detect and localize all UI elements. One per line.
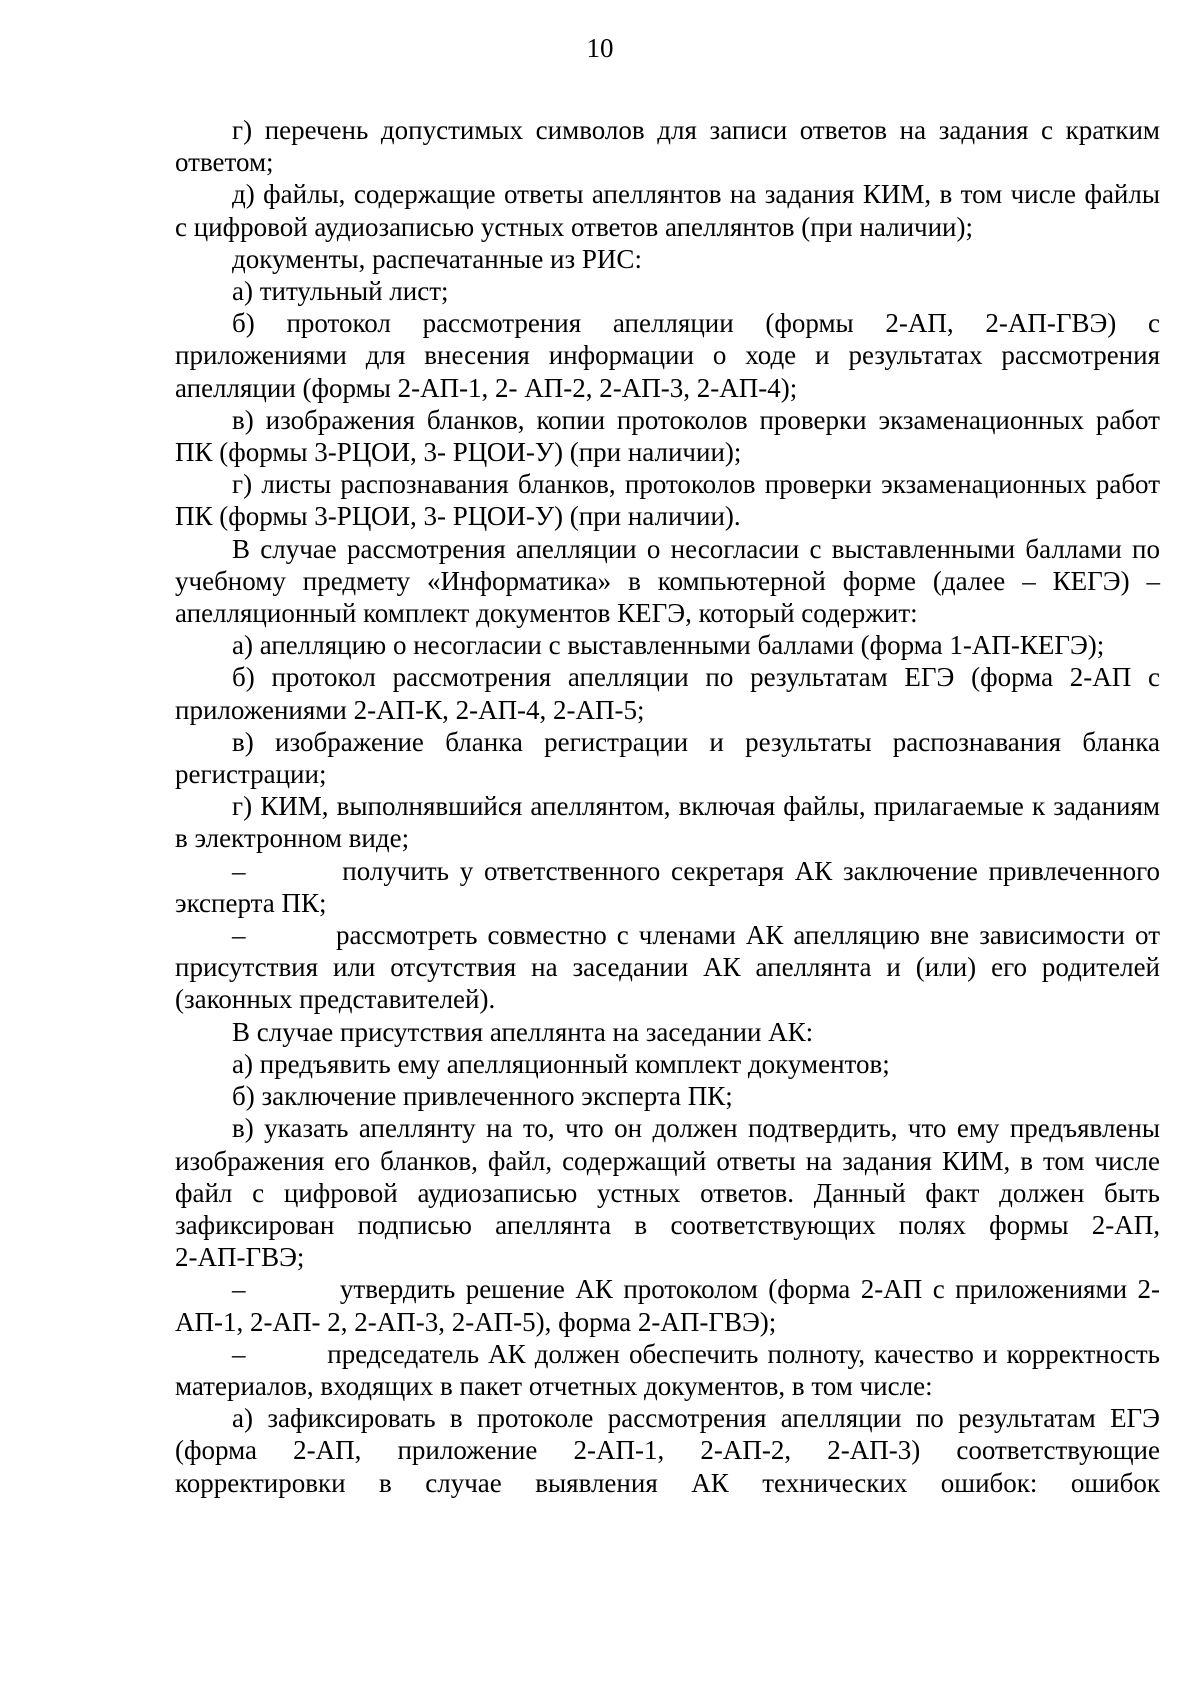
paragraph: в) изображение бланка регистрации и результаты распознавания бланка регистрации; (175, 726, 1160, 790)
paragraph: а) предъявить ему апелляционный комплект документов; (232, 1048, 890, 1079)
paragraph: г) КИМ, выполнявшийся апеллянтом, включая файлы, прилагаемые к заданиям в электронном виде; (175, 791, 1160, 854)
paragraph: б) протокол рассмотрения апелляции (формы 2-АП, 2-АП-ГВЭ) с приложениями для внесения информации о ходе и результатах рассмотрения апелляции (формы 2-АП-1, 2- АП-2, 2-АП-3, 2-АП-4); (175, 308, 1160, 403)
paragraph: документы, распечатанные из РИС: (232, 243, 642, 274)
paragraph: б) заключение привлеченного эксперта ПК; (232, 1081, 733, 1112)
paragraph: а) титульный лист; (232, 276, 449, 307)
paragraph: В случае присутствия апеллянта на заседании АК: (232, 1016, 814, 1047)
paragraph: 2-АП-ГВЭ; (175, 1242, 305, 1273)
paragraph: В случае рассмотрения апелляции о несогласии с выставленными баллами по учебному предмету «Информатика» в компьютерной форме (далее – КЕГЭ) – апелляционный комплект документов КЕГЭ, который содержит: (175, 533, 1160, 629)
dash-paragraph: – утвердить решение АК протоколом (форма 2-АП с приложениями 2-АП-1, 2-АП- 2, 2-АП-3, 2-АП-5), форма 2-АП-ГВЭ); (175, 1274, 1160, 1337)
page-number: 10 (586, 33, 614, 63)
dash-paragraph: – рассмотреть совместно с членами АК апелляцию вне зависимости от присутствия или отсутствия на заседании АК апеллянта и (или) его родителей (законных представителей). (175, 920, 1167, 1015)
dash-paragraph: – председатель АК должен обеспечить полноту, качество и корректность материалов, входящих в пакет отчетных документов, в том числе: (175, 1338, 1167, 1401)
paragraph: в) изображения бланков, копии протоколов проверки экзаменационных работ ПК (формы 3-РЦОИ, 3- РЦОИ-У) (при наличии); (175, 404, 1160, 468)
paragraph: а) апелляцию о несогласии с выставленными баллами (форма 1-АП-КЕГЭ); (232, 630, 1105, 661)
paragraph: а) зафиксировать в протоколе рассмотрения апелляции по результатам ЕГЭ (форма 2-АП, приложение 2-АП-1, 2-АП-2, 2-АП-3) соответствующие корректировки в случае выявления АК технических ошибок: ошибок (175, 1403, 1160, 1498)
paragraph: г) листы распознавания бланков, протоколов проверки экзаменационных работ ПК (формы 3-РЦОИ, 3- РЦОИ-У) (при наличии). (175, 469, 1160, 532)
dash-paragraph: – получить у ответственного секретаря АК заключение привлеченного эксперта ПК; (175, 855, 1167, 918)
paragraph: г) перечень допустимых символов для записи ответов на задания с кратким ответом; (175, 115, 1160, 178)
paragraph: б) протокол рассмотрения апелляции по результатам ЕГЭ (форма 2-АП с приложениями 2-АП-К, 2-АП-4, 2-АП-5; (175, 662, 1160, 725)
paragraph: в) указать апеллянту на то, что он должен подтвердить, что ему предъявлены изображения его бланков, файл, содержащий ответы на задания КИМ, в том числе файл с цифровой аудиозаписью устных ответов. Данный факт должен быть зафиксирован подписью апеллянта в соответствующих полях формы 2-АП, (175, 1113, 1160, 1240)
document-body (175, 114, 1167, 1499)
paragraph: д) файлы, содержащие ответы апеллянтов на задания КИМ, в том числе файлы с цифровой аудиозаписью устных ответов апеллянтов (при наличии); (175, 179, 1160, 242)
